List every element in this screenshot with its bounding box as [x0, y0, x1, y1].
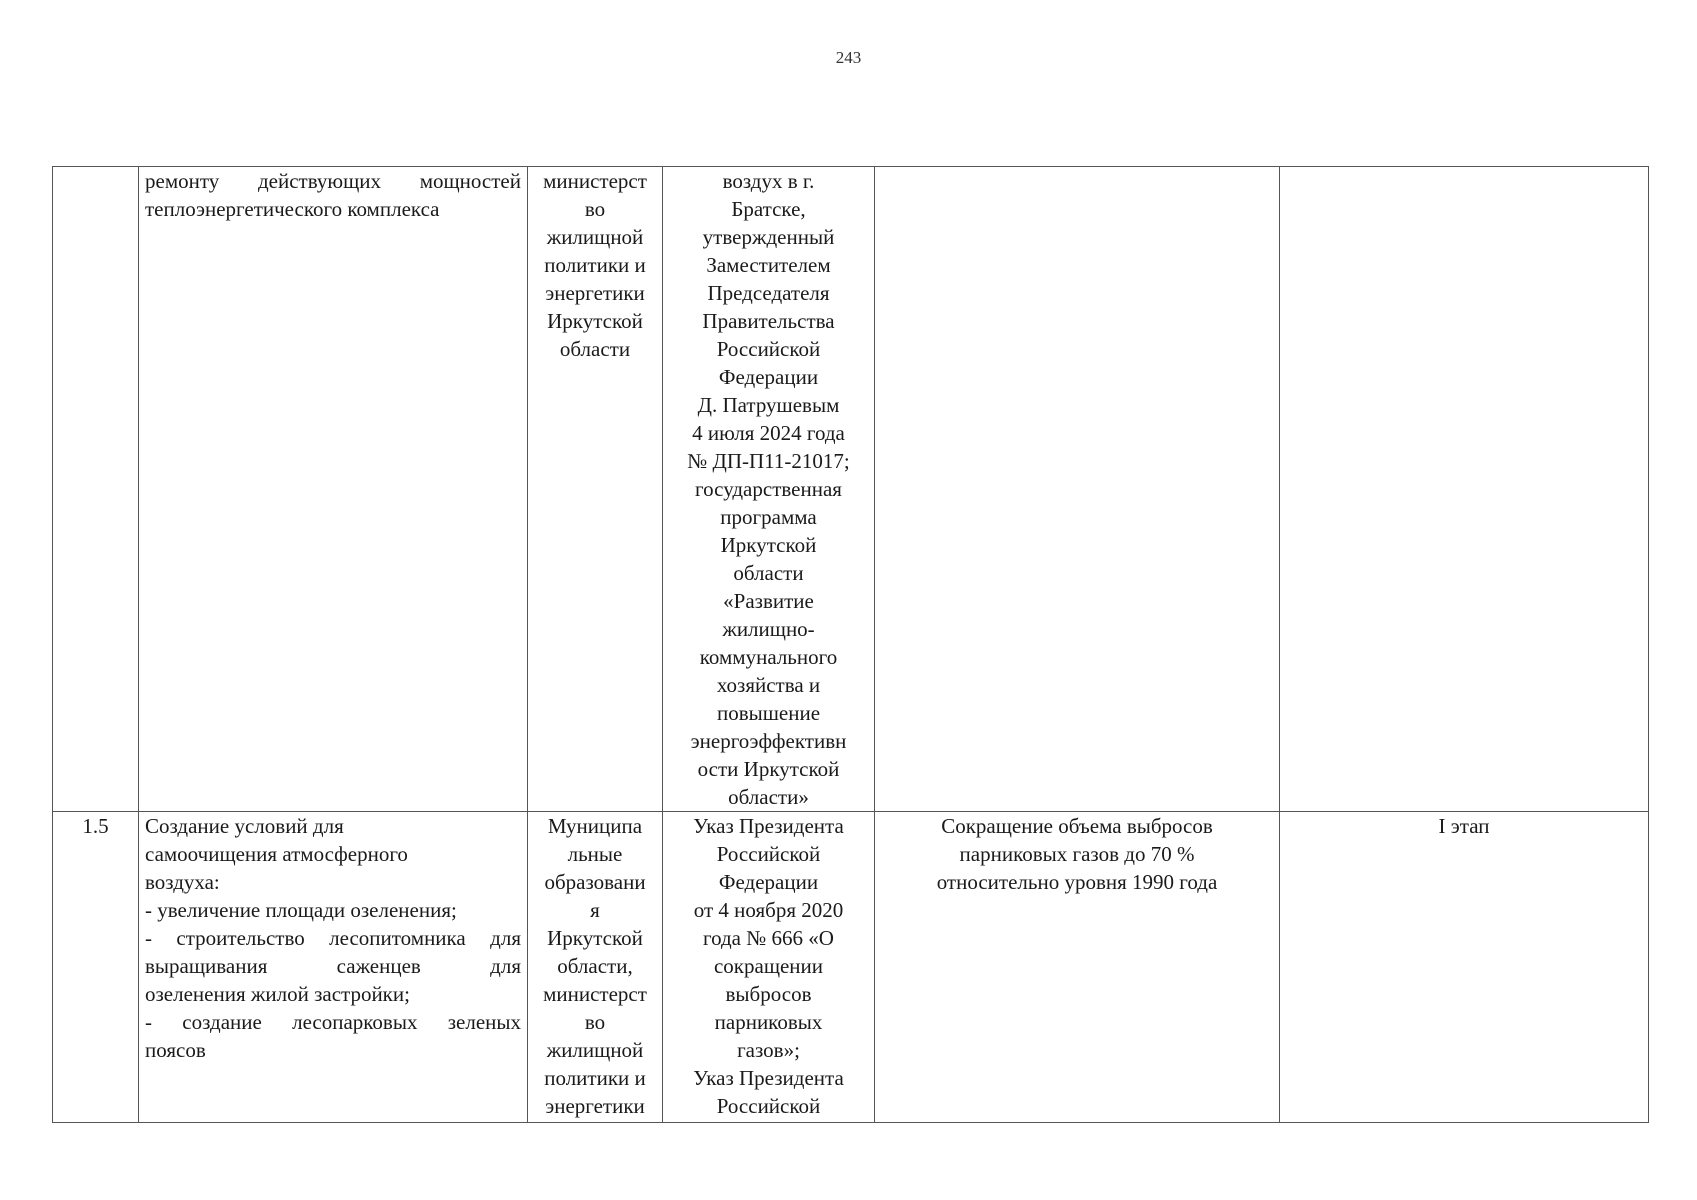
text-line: - увеличение площади озеленения; — [145, 898, 457, 922]
text-line: газов»; — [737, 1038, 800, 1062]
text-line: 4 июля 2024 года — [692, 421, 845, 445]
cell-result — [875, 167, 1280, 812]
text-line: теплоэнергетического комплекса — [145, 197, 440, 221]
text-line: Российской — [716, 337, 821, 361]
text-line: во — [584, 1010, 606, 1034]
text-line: министерст — [543, 169, 647, 193]
cell-result — [875, 812, 1280, 1123]
text-line: Правительства — [702, 309, 835, 333]
text-line: Иркутской — [547, 926, 643, 950]
text-line: Указ Президента — [693, 1066, 844, 1090]
text-line: повышение — [716, 701, 821, 725]
text-line: Братске, — [731, 197, 806, 221]
text-line: «Развитие — [723, 589, 814, 613]
cell-basis — [663, 167, 875, 812]
text-line: жилищно- — [722, 617, 815, 641]
table-row — [53, 812, 1649, 1123]
text-line: - строительство лесопитомника для — [145, 926, 521, 950]
text-line: министерст — [543, 982, 647, 1006]
text-line: выбросов — [725, 982, 812, 1006]
text-line: Российской — [716, 1094, 821, 1118]
text-line: Указ Президента — [693, 814, 844, 838]
text-line: Заместителем — [706, 253, 831, 277]
text-line: воздух в г. — [722, 169, 815, 193]
text-line: энергоэффективн — [690, 729, 847, 753]
text-line: Сокращение объема выбросов — [941, 814, 1213, 838]
text-line: поясов — [145, 1038, 206, 1062]
text-line: озеленения жилой застройки; — [145, 982, 410, 1006]
text-line: парниковых газов до 70 % — [959, 842, 1195, 866]
text-line: области» — [728, 785, 809, 809]
text-line: энергетики — [545, 281, 645, 305]
cell-basis — [663, 812, 875, 1123]
text-line: области — [733, 561, 804, 585]
cell-executor — [528, 812, 663, 1123]
cell-number — [53, 167, 139, 812]
text-line: самоочищения атмосферного — [145, 842, 408, 866]
text-line: программа — [720, 505, 817, 529]
text-line: ремонту действующих мощностей — [145, 169, 521, 193]
text-line: области — [559, 337, 631, 361]
text-line: льные — [567, 842, 623, 866]
text-line: Д. Патрушевым — [697, 393, 840, 417]
text-line: хозяйства и — [716, 673, 821, 697]
measures-table — [52, 166, 1649, 1123]
cell-stage: I этап — [1280, 812, 1649, 1123]
text-line: образовани — [544, 870, 646, 894]
text-line: - создание лесопарковых зеленых — [145, 1010, 521, 1034]
text-line: парниковых — [714, 1010, 823, 1034]
text-line: Председателя — [707, 281, 830, 305]
text-line: я — [590, 898, 600, 922]
cell-stage — [1280, 167, 1649, 812]
text-line: Федерации — [718, 365, 819, 389]
cell-executor — [528, 167, 663, 812]
cell-number: 1.5 — [53, 812, 139, 1123]
text-line: политики и — [544, 1066, 646, 1090]
text-line: коммунального — [699, 645, 838, 669]
text-line: воздуха: — [145, 870, 220, 894]
text-line: Иркутской — [720, 533, 817, 557]
text-line: относительно уровня 1990 года — [936, 870, 1218, 894]
text-line: Иркутской — [547, 309, 643, 333]
text-line: жилищной — [546, 225, 644, 249]
page-number: 243 — [835, 48, 862, 67]
text-line: во — [584, 197, 606, 221]
text-line: области, — [557, 954, 633, 978]
text-line: жилищной — [546, 1038, 644, 1062]
text-line: политики и — [544, 253, 646, 277]
text-line: энергетики — [545, 1094, 645, 1118]
text-line: Федерации — [718, 870, 819, 894]
cell-description — [139, 812, 528, 1123]
text-line: сокращении — [713, 954, 824, 978]
text-line: Российской — [716, 842, 821, 866]
cell-description — [139, 167, 528, 812]
text-line: ости Иркутской — [697, 757, 840, 781]
text-line: утвержденный — [702, 225, 835, 249]
text-line: года № 666 «О — [703, 926, 834, 950]
text-line: № ДП-П11-21017; — [687, 449, 850, 473]
text-line: Муниципа — [547, 814, 643, 838]
text-line: государственная — [695, 477, 842, 501]
text-line: выращивания саженцев для — [145, 954, 521, 978]
table-row — [53, 167, 1649, 812]
text-line: Создание условий для — [145, 814, 344, 838]
text-line: от 4 ноября 2020 — [693, 898, 844, 922]
